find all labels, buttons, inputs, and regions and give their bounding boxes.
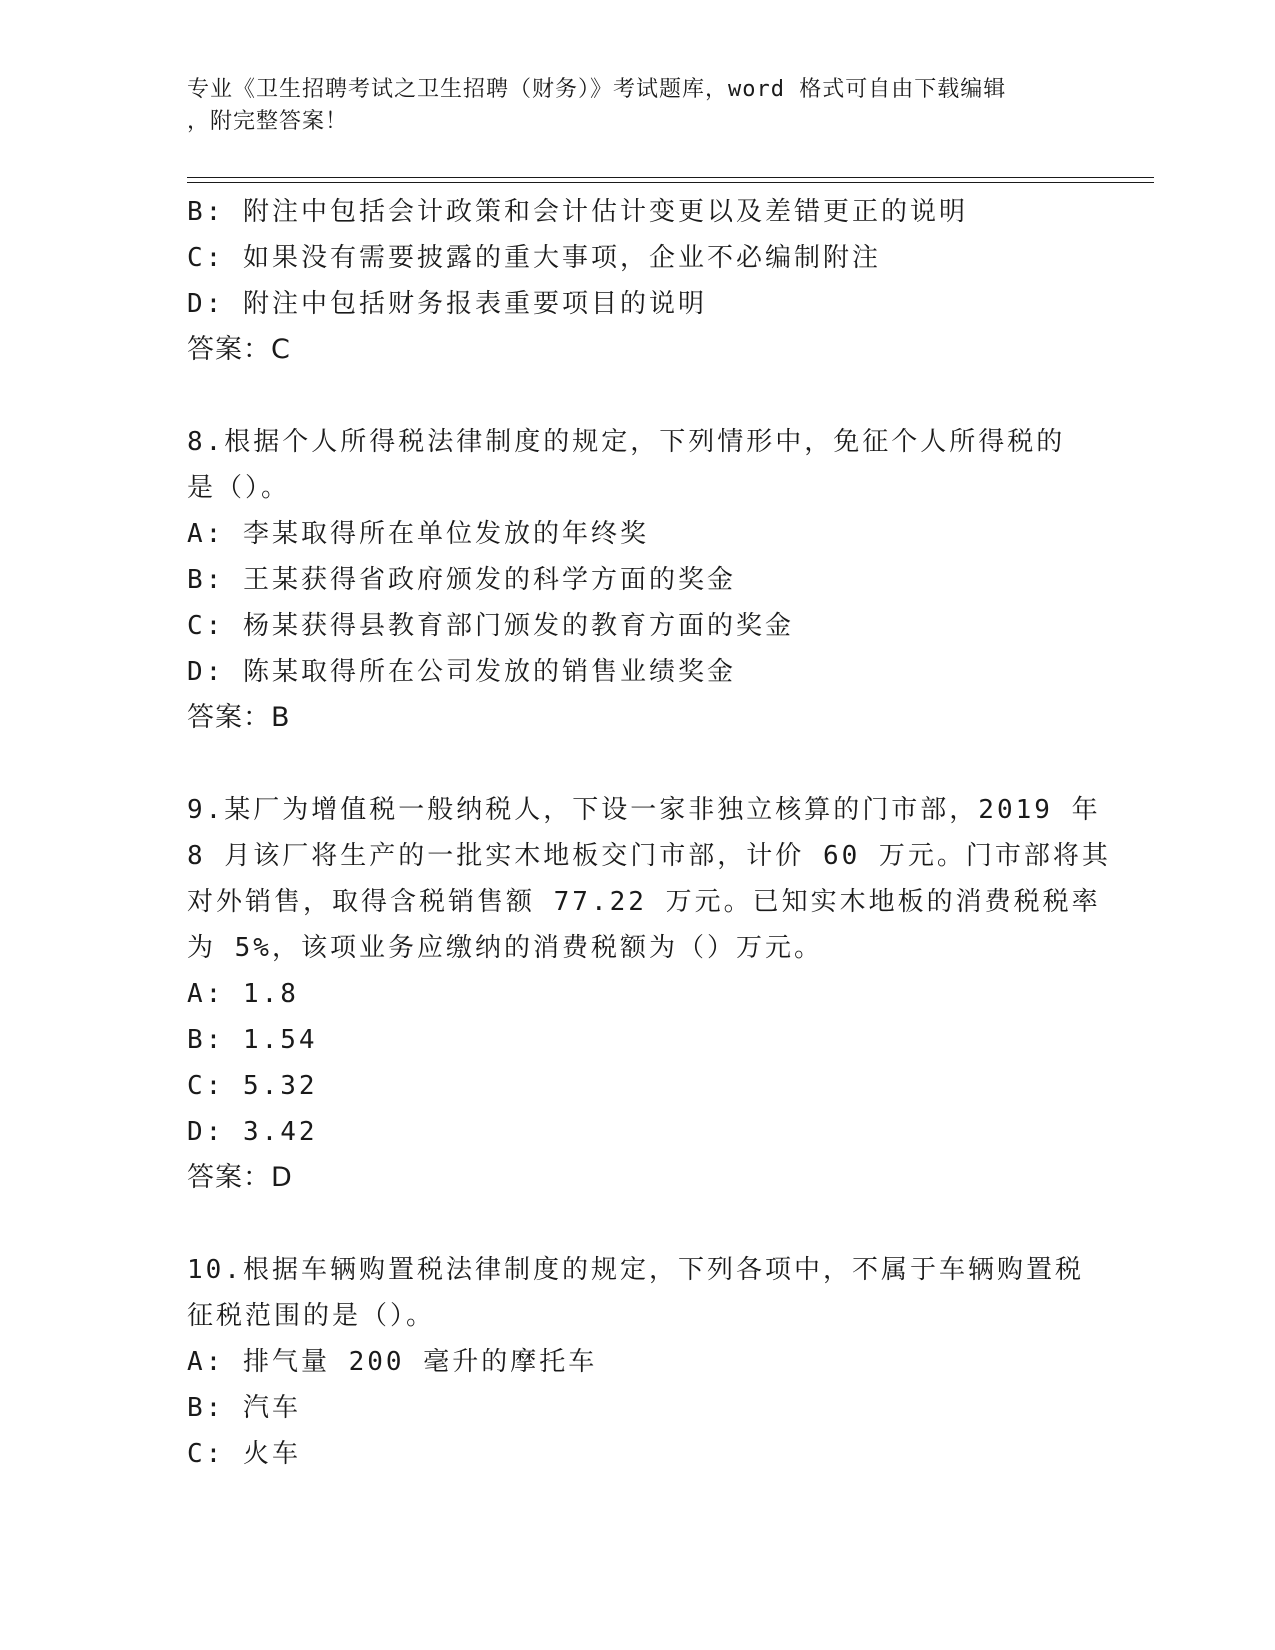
option-c: C: 火车 [187, 1439, 301, 1469]
question-7 [187, 189, 1087, 373]
question-stem: 征税范围的是（）。 [187, 1301, 436, 1331]
question-8 [187, 419, 1087, 741]
answer: 答案：B [187, 702, 291, 733]
question-10 [187, 1247, 1087, 1477]
option-b: B: 王某获得省政府颁发的科学方面的奖金 [187, 565, 736, 595]
spacer [187, 373, 1087, 419]
answer: 答案：C [187, 334, 291, 365]
question-9 [187, 787, 1111, 1201]
option-a: A: 排气量 200 毫升的摩托车 [187, 1347, 598, 1377]
question-stem: 8.根据个人所得税法律制度的规定，下列情形中，免征个人所得税的 [187, 427, 1066, 457]
answer: 答案：D [187, 1162, 293, 1193]
option-c: C: 如果没有需要披露的重大事项，企业不必编制附注 [187, 243, 881, 273]
option-c: C: 杨某获得县教育部门颁发的教育方面的奖金 [187, 611, 794, 641]
question-stem: 为 5%，该项业务应缴纳的消费税额为（）万元。 [187, 933, 823, 963]
spacer [187, 741, 1087, 787]
header-divider-bottom [187, 182, 1154, 183]
question-stem: 是（）。 [187, 473, 291, 503]
header-divider-top [187, 177, 1154, 178]
option-d: D: 附注中包括财务报表重要项目的说明 [187, 289, 707, 319]
option-b: B: 汽车 [187, 1393, 301, 1423]
question-stem: 9.某厂为增值税一般纳税人，下设一家非独立核算的门市部，2019 年 [187, 795, 1101, 825]
option-a: A: 1.8 [187, 979, 299, 1009]
header-line-1: 专业《卫生招聘考试之卫生招聘（财务）》考试题库，word 格式可自由下载编辑 [187, 77, 1007, 102]
header-line-2: ，附完整答案！ [187, 109, 349, 134]
option-b: B: 1.54 [187, 1025, 318, 1055]
question-list [187, 189, 1111, 1477]
option-d: D: 陈某取得所在公司发放的销售业绩奖金 [187, 657, 736, 687]
option-b: B: 附注中包括会计政策和会计估计变更以及差错更正的说明 [187, 197, 968, 227]
option-d: D: 3.42 [187, 1117, 318, 1147]
question-stem: 对外销售，取得含税销售额 77.22 万元。已知实木地板的消费税税率 [187, 887, 1101, 917]
spacer [187, 1201, 1087, 1247]
question-stem: 8 月该厂将生产的一批实木地板交门市部，计价 60 万元。门市部将其 [187, 841, 1111, 871]
document-header [187, 74, 1067, 138]
option-c: C: 5.32 [187, 1071, 318, 1101]
option-a: A: 李某取得所在单位发放的年终奖 [187, 519, 649, 549]
question-stem: 10.根据车辆购置税法律制度的规定，下列各项中，不属于车辆购置税 [187, 1255, 1084, 1285]
